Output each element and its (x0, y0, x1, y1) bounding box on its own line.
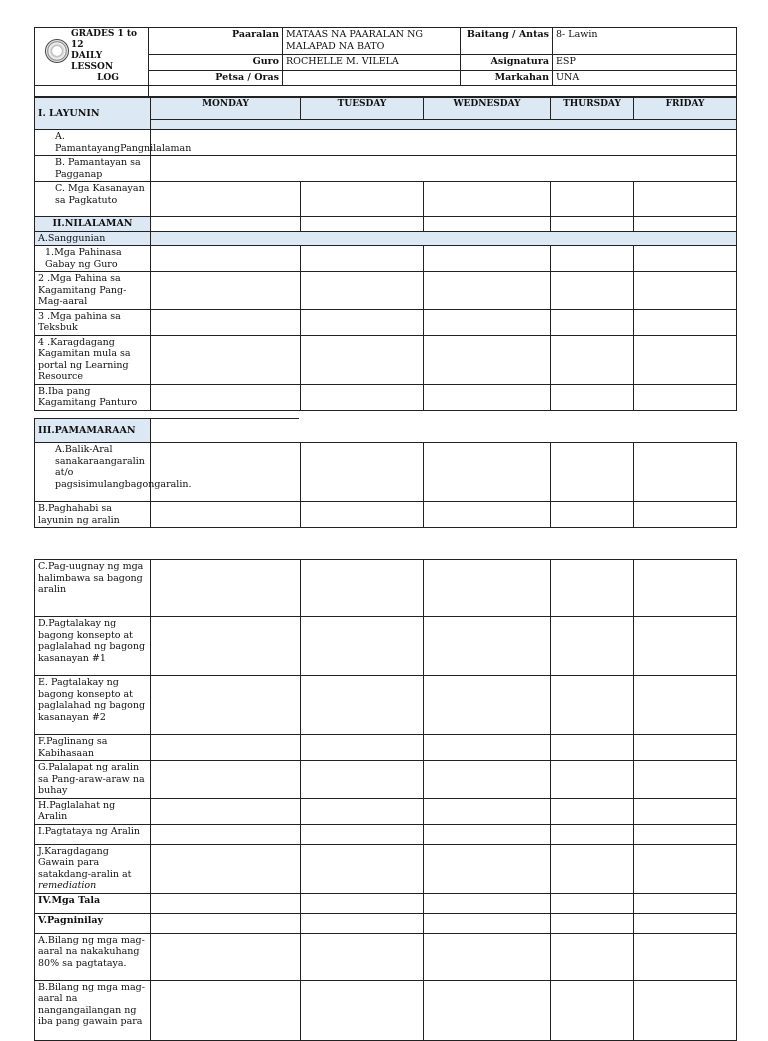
cell[interactable] (551, 798, 634, 824)
cell[interactable] (424, 272, 551, 310)
cell[interactable] (424, 384, 551, 410)
cell[interactable] (551, 761, 634, 799)
cell[interactable] (551, 676, 634, 735)
pagtalakay-1-label: D.Pagtalakay ng bagong konsepto at paglalahad ng bagong kasanayan #1 (35, 617, 151, 676)
quarter-value: UNA (553, 70, 737, 85)
day-friday: FRIDAY (634, 98, 737, 120)
cell[interactable] (301, 272, 424, 310)
cell[interactable] (634, 761, 737, 799)
pamamaraan-spacer (151, 419, 737, 443)
cell[interactable] (151, 735, 301, 761)
cell[interactable] (424, 502, 551, 528)
sanggunian-1-label: 1.Mga Pahinasa Gabay ng Guro (35, 246, 151, 272)
remediation-text: remediation (38, 880, 97, 891)
cell[interactable] (634, 272, 737, 310)
grade-label: Baitang / Antas (461, 28, 553, 55)
cell[interactable] (301, 443, 424, 502)
subject-value: ESP (553, 55, 737, 70)
cell[interactable] (301, 798, 424, 824)
cell[interactable] (634, 443, 737, 502)
layunin-a-label: A. PamantayangPangnilalaman (35, 130, 151, 156)
sanggunian-band (151, 231, 737, 246)
cell[interactable] (151, 617, 301, 676)
sanggunian-4-label: 4 .Karagdagang Kagamitan mula sa portal ng Learning Resource (35, 335, 151, 384)
pagtataya-label: I.Pagtataya ng Aralin (35, 824, 151, 844)
cell[interactable] (301, 560, 424, 617)
cell[interactable] (301, 735, 424, 761)
school-value (283, 28, 461, 55)
cell[interactable] (424, 335, 551, 384)
cell[interactable] (424, 893, 551, 913)
school-label: Paaralan (149, 28, 283, 55)
day-thursday: THURSDAY (551, 98, 634, 120)
karagdagang-gawain-label (35, 844, 151, 893)
cell[interactable] (301, 913, 424, 933)
grade-value: 8- Lawin (553, 28, 737, 55)
cell[interactable] (551, 335, 634, 384)
teacher-label: Guro (149, 55, 283, 70)
cell[interactable] (301, 893, 424, 913)
cell[interactable] (551, 384, 634, 410)
cell[interactable] (424, 676, 551, 735)
cell[interactable] (151, 443, 301, 502)
cell[interactable] (551, 980, 634, 1040)
cell[interactable] (151, 502, 301, 528)
school-value-line1: MATAAS NA PAARALAN NG (286, 29, 423, 40)
layunin-b-label: B. Pamantayan sa Pagganap (35, 156, 151, 182)
cell[interactable] (634, 502, 737, 528)
layunin-a-cell[interactable] (151, 130, 737, 156)
lesson-table-part2 (34, 418, 737, 528)
section-pamamaraan-title: III.PAMAMARAAN (35, 419, 151, 443)
cell[interactable] (551, 246, 634, 272)
cell[interactable] (424, 735, 551, 761)
cell[interactable] (424, 443, 551, 502)
cell[interactable] (301, 217, 424, 232)
day-monday: MONDAY (151, 98, 301, 120)
cell[interactable] (301, 844, 424, 893)
date-value (283, 70, 461, 85)
cell[interactable] (551, 443, 634, 502)
sanggunian-label: A.Sanggunian (35, 231, 151, 246)
sanggunian-3-label: 3 .Mga pahina sa Teksbuk (35, 309, 151, 335)
paglalapat-label: G.Palalapat ng aralin sa Pang-araw-araw na buhay (35, 761, 151, 799)
section-pagninilay-title: V.Pagninilay (35, 913, 151, 933)
cell[interactable] (634, 844, 737, 893)
section-nilalaman-title: II.NILALAMAN (35, 217, 151, 232)
quarter-label: Markahan (461, 70, 553, 85)
cell[interactable] (551, 182, 634, 217)
blank-row-cell (149, 86, 737, 97)
cell[interactable] (151, 676, 301, 735)
cell[interactable] (301, 309, 424, 335)
day-tuesday: TUESDAY (301, 98, 424, 120)
cell[interactable] (634, 309, 737, 335)
paghahabi-label: B.Paghahabi sa layunin ng aralin (35, 502, 151, 528)
cell[interactable] (151, 913, 301, 933)
school-value-line2: MALAPAD NA BATO (286, 40, 385, 52)
cell[interactable] (151, 309, 301, 335)
cell[interactable] (551, 272, 634, 310)
paglalahat-label: H.Paglalahat ng Aralin (35, 798, 151, 824)
layunin-b-cell[interactable] (151, 156, 737, 182)
cell[interactable] (151, 182, 301, 217)
cell[interactable] (424, 913, 551, 933)
cell[interactable] (301, 933, 424, 980)
cell[interactable] (301, 335, 424, 384)
cell[interactable] (151, 824, 301, 844)
cell[interactable] (424, 246, 551, 272)
cell[interactable] (424, 761, 551, 799)
cell[interactable] (634, 798, 737, 824)
cell[interactable] (634, 735, 737, 761)
cell[interactable] (424, 798, 551, 824)
cell[interactable] (634, 384, 737, 410)
cell[interactable] (301, 980, 424, 1040)
deped-seal-icon (45, 39, 69, 63)
cell[interactable] (301, 761, 424, 799)
pagninilay-b-label: B.Bilang ng mga mag-aaral na nangangailangan ng iba pang gawain para (35, 980, 151, 1040)
cell[interactable] (424, 824, 551, 844)
cell[interactable] (151, 980, 301, 1040)
cell[interactable] (301, 182, 424, 217)
cell[interactable] (424, 844, 551, 893)
cell[interactable] (551, 502, 634, 528)
cell[interactable] (151, 798, 301, 824)
cell[interactable] (151, 893, 301, 913)
pag-uugnay-label: C.Pag-uugnay ng mga halimbawa sa bagong aralin (35, 560, 151, 617)
cell[interactable] (634, 893, 737, 913)
lesson-table-part1 (34, 97, 737, 411)
cell[interactable] (634, 335, 737, 384)
school-logo-cell (35, 28, 149, 86)
teacher-value: ROCHELLE M. VILELA (283, 55, 461, 70)
log-title-1: DAILY LESSON (71, 51, 114, 72)
cell[interactable] (551, 617, 634, 676)
blank-row-cell (35, 86, 149, 97)
cell[interactable] (634, 560, 737, 617)
cell[interactable] (301, 502, 424, 528)
cell[interactable] (551, 893, 634, 913)
cell[interactable] (634, 980, 737, 1040)
cell[interactable] (424, 560, 551, 617)
cell[interactable] (424, 617, 551, 676)
cell[interactable] (634, 933, 737, 980)
karagdagang-gawain-text: J.Karagdagang Gawain para satakdang-aralin at (38, 845, 132, 880)
cell[interactable] (151, 761, 301, 799)
cell[interactable] (424, 182, 551, 217)
cell[interactable] (634, 217, 737, 232)
cell[interactable] (634, 617, 737, 676)
day-wednesday: WEDNESDAY (424, 98, 551, 120)
cell[interactable] (301, 617, 424, 676)
cell[interactable] (634, 824, 737, 844)
cell[interactable] (301, 824, 424, 844)
cell[interactable] (551, 933, 634, 980)
cell[interactable] (151, 384, 301, 410)
layunin-c-label: C. Mga Kasanayan sa Pagkatuto (35, 182, 151, 217)
sanggunian-2-label: 2 .Mga Pahina sa Kagamitang Pang-Mag-aaral (35, 272, 151, 310)
cell[interactable] (424, 217, 551, 232)
cell[interactable] (151, 844, 301, 893)
cell[interactable] (151, 933, 301, 980)
log-title-2: LOG (97, 73, 119, 83)
lesson-table-part3 (34, 559, 737, 1041)
balik-aral-label: A.Balik-Aral sanakaraangaralin at/o pagsisimulangbagongaralin. (35, 443, 151, 502)
cell[interactable] (634, 676, 737, 735)
cell[interactable] (551, 735, 634, 761)
header-table (34, 27, 737, 107)
cell[interactable] (151, 335, 301, 384)
cell[interactable] (551, 560, 634, 617)
cell[interactable] (634, 246, 737, 272)
cell[interactable] (424, 933, 551, 980)
date-label: Petsa / Oras (149, 70, 283, 85)
grades-label: GRADES 1 to 12 (71, 29, 138, 50)
paglinang-label: F.Paglinang sa Kabihasaan (35, 735, 151, 761)
day-subheader (151, 120, 737, 130)
cell[interactable] (151, 272, 301, 310)
cell[interactable] (551, 309, 634, 335)
cell[interactable] (551, 844, 634, 893)
iba-pang-kagamitan-label: B.Iba pang Kagamitang Panturo (35, 384, 151, 410)
pagninilay-a-label: A.Bilang ng mga mag-aaral na nakakuhang 80% sa pagtataya. (35, 933, 151, 980)
cell[interactable] (151, 246, 301, 272)
cell[interactable] (151, 217, 301, 232)
cell[interactable] (551, 913, 634, 933)
cell[interactable] (551, 217, 634, 232)
cell[interactable] (301, 246, 424, 272)
section-mga-tala-title: IV.Mga Tala (35, 893, 151, 913)
cell[interactable] (301, 676, 424, 735)
cell[interactable] (151, 560, 301, 617)
cell[interactable] (551, 824, 634, 844)
subject-label: Asignatura (461, 55, 553, 70)
cell[interactable] (301, 384, 424, 410)
cell[interactable] (424, 980, 551, 1040)
cell[interactable] (634, 913, 737, 933)
cell[interactable] (424, 309, 551, 335)
cell[interactable] (634, 182, 737, 217)
section-layunin-title: I. LAYUNIN (35, 98, 151, 130)
pagtalakay-2-label: E. Pagtalakay ng bagong konsepto at paglalahad ng bagong kasanayan #2 (35, 676, 151, 735)
